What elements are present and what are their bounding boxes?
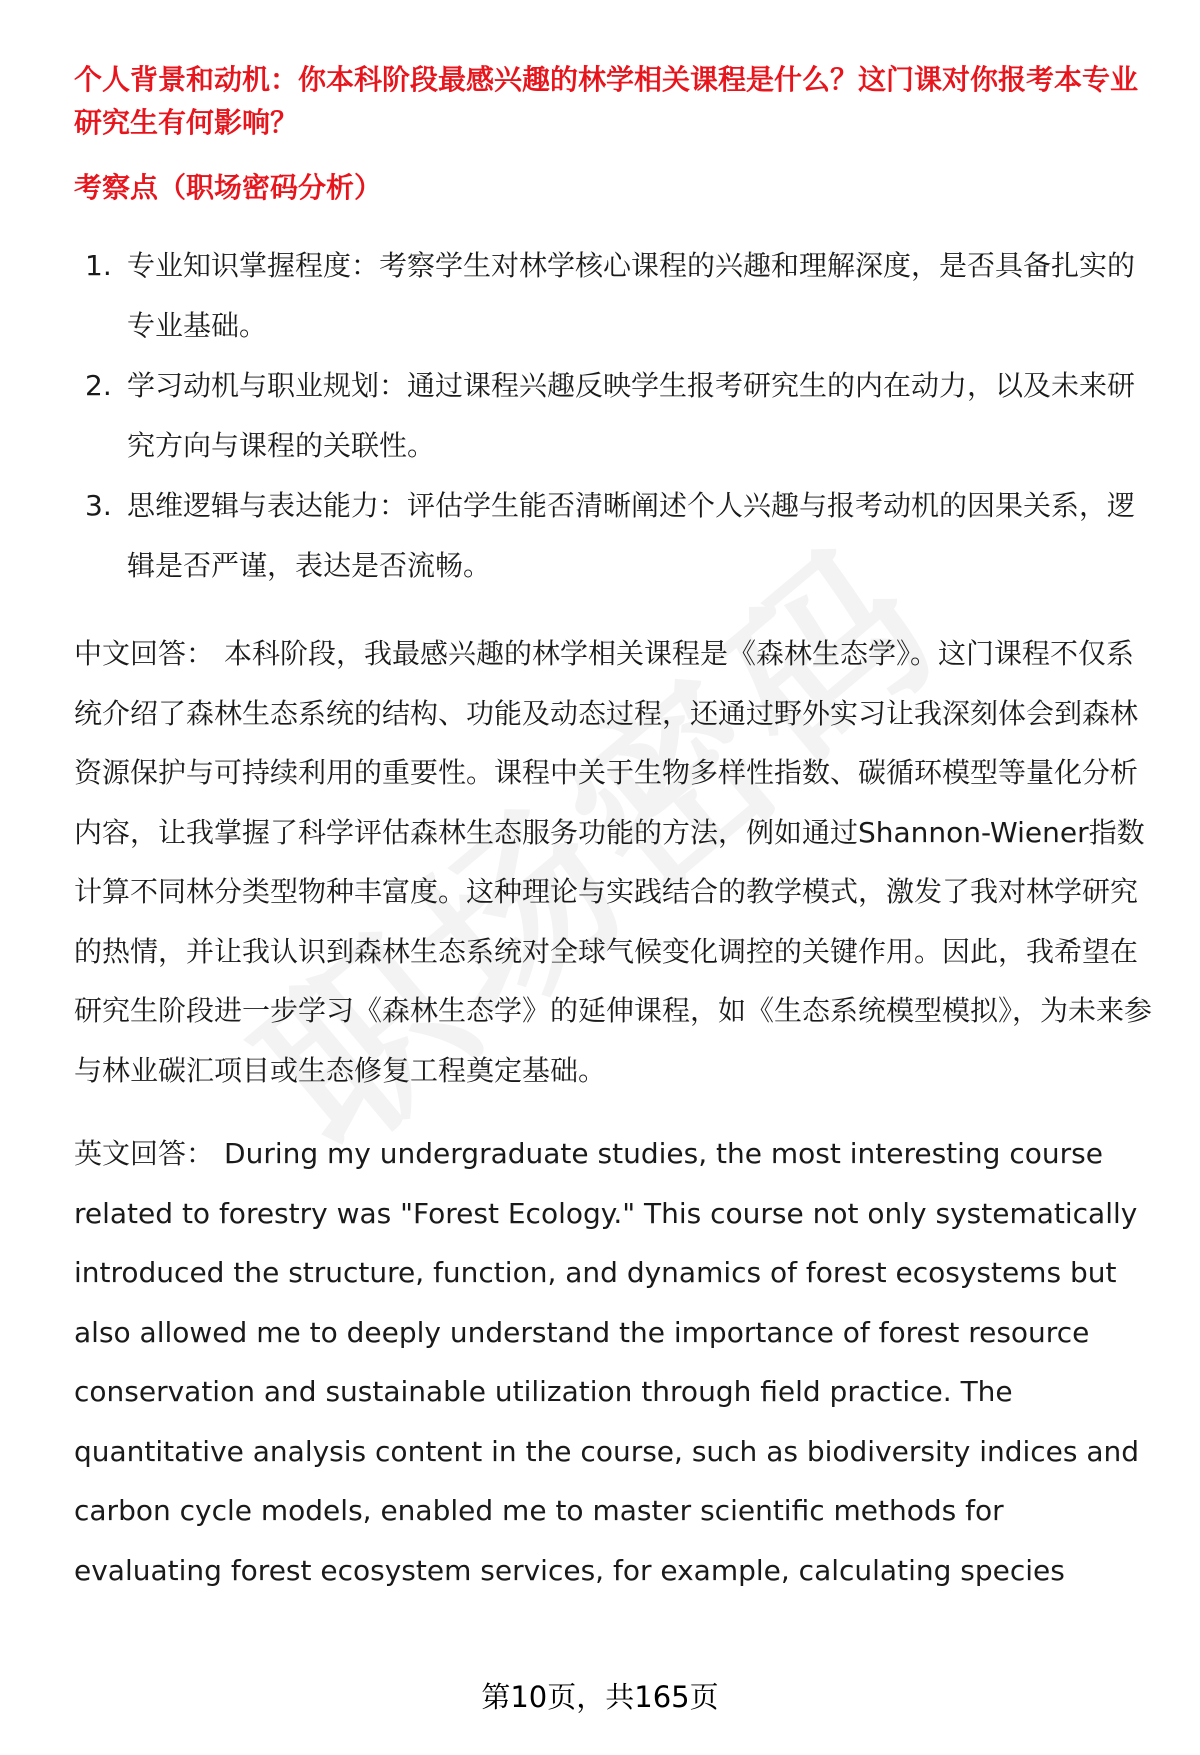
point-text: 专业知识掌握程度：考察学生对林学核心课程的兴趣和理解深度，是否具备扎实的专业基础。 <box>127 249 1136 342</box>
assessment-points-list <box>74 236 1154 596</box>
assessment-point <box>74 236 1154 356</box>
point-number: 2. <box>85 369 112 402</box>
chinese-answer <box>74 624 1154 1100</box>
page-number: 第10页，共165页 <box>481 1680 719 1714</box>
english-answer-label: 英文回答： <box>74 1137 215 1170</box>
assessment-point <box>74 356 1154 476</box>
english-answer-text: During my undergraduate studies, the most interesting course related to forestry was "Forest Ecology." This course not only systematically introduced the structure, function, and dynamics of forest ecosystems but also allowed me to deeply understand the importance of forest resource conservation and sustainable utilization through field practice. The quantitative analysis content in the course, such as biodiversity indices and carbon cycle models, enabled me to master scientific methods for evaluating forest ecosystem services, for example, calculating species <box>74 1137 1140 1587</box>
point-number: 3. <box>85 489 112 522</box>
chinese-answer-text: 本科阶段，我最感兴趣的林学相关课程是《森林生态学》。这门课程不仅系统介绍了森林生态系统的结构、功能及动态过程，还通过野外实习让我深刻体会到森林资源保护与可持续利用的重要性。课程中关于生物多样性指数、碳循环模型等量化分析内容，让我掌握了科学评估森林生态服务功能的方法，例如通过Shannon-Wiener指数计算不同林分类型物种丰富度。这种理论与实践结合的教学模式，激发了我对林学研究的热情，并让我认识到森林生态系统对全球气候变化调控的关键作用。因此，我希望在研究生阶段进一步学习《森林生态学》的延伸课程，如《生态系统模型模拟》，为未来参与林业碳汇项目或生态修复工程奠定基础。 <box>74 637 1153 1087</box>
document-body <box>74 58 1154 1600</box>
point-text: 思维逻辑与表达能力：评估学生能否清晰阐述个人兴趣与报考动机的因果关系，逻辑是否严谨，表达是否流畅。 <box>127 489 1136 582</box>
english-answer <box>74 1124 1154 1600</box>
point-number: 1. <box>85 249 112 282</box>
chinese-answer-label: 中文回答： <box>74 637 215 670</box>
point-text: 学习动机与职业规划：通过课程兴趣反映学生报考研究生的内在动力，以及未来研究方向与课程的关联性。 <box>127 369 1136 462</box>
section-label: 考察点（职场密码分析） <box>74 171 383 204</box>
question-heading: 个人背景和动机：你本科阶段最感兴趣的林学相关课程是什么？这门课对你报考本专业研究生有何影响？ <box>74 63 1139 139</box>
assessment-point <box>74 476 1154 596</box>
